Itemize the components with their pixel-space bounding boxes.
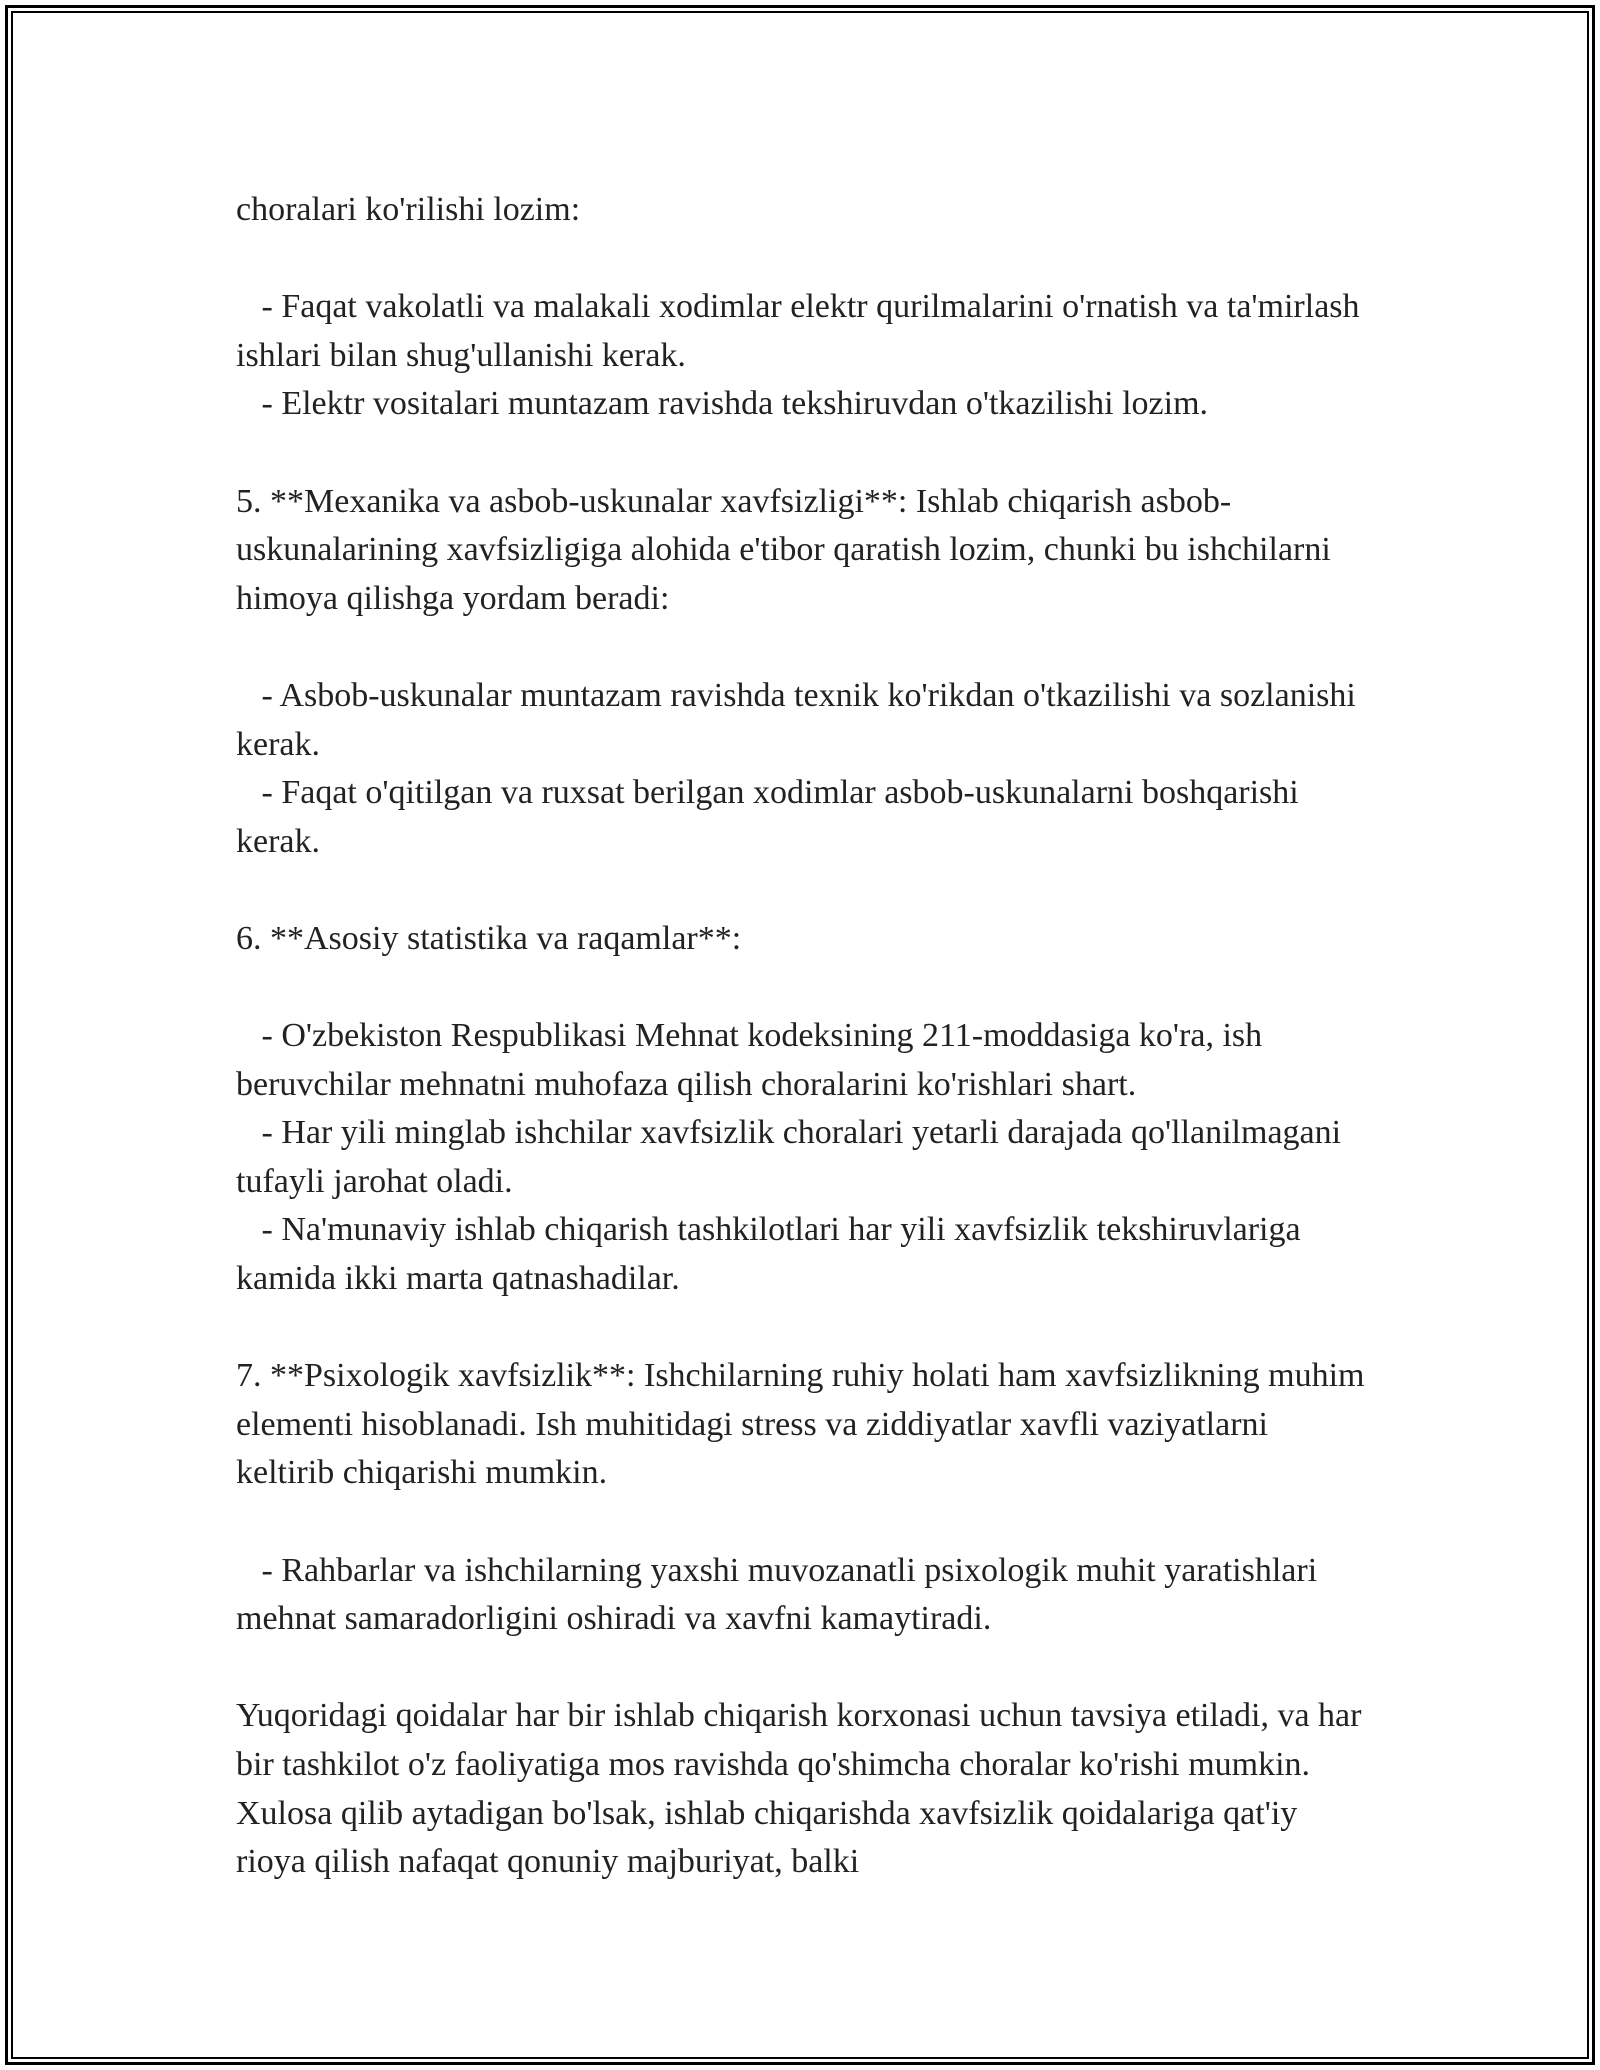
paragraph-spacer: [236, 866, 1366, 915]
paragraph-spacer: [236, 1304, 1366, 1353]
paragraph-spacer: [236, 964, 1366, 1013]
paragraph-spacer: [236, 1498, 1366, 1547]
paragraph-spacer: [236, 623, 1366, 672]
bullet-item: - Na'munaviy ishlab chiqarish tashkilotlari har yili xavfsizlik tekshiruvlariga kamida ikki marta qatnashadilar.: [236, 1211, 1310, 1298]
paragraph-spacer: [236, 429, 1366, 478]
paragraph-spacer: [236, 1644, 1366, 1693]
bullet-item: - Elektr vositalari muntazam ravishda tekshiruvdan o'tkazilishi lozim.: [236, 385, 1209, 423]
paragraph: Yuqoridagi qoidalar har bir ishlab chiqarish korxonasi uchun tavsiya etiladi, va har bir tashkilot o'z faoliyatiga mos ravishda qo'shimcha choralar ko'rishi mumkin. Xulosa qilib aytadigan bo'lsak, ishlab chiqarishda xavfsizlik qoidalariga qat'iy rioya qilish nafaqat qonuniy majburiyat, balki: [236, 1697, 1370, 1881]
bullet-item: - Faqat o'qitilgan va ruxsat berilgan xodimlar asbob-uskunalarni boshqarishi kerak.: [236, 774, 1308, 860]
bullet-item: - Faqat vakolatli va malakali xodimlar elektr qurilmalarini o'rnatish va ta'mirlash ishlari bilan shug'ullanishi kerak.: [236, 288, 1369, 374]
bullet-item: - O'zbekiston Respublikasi Mehnat kodeksining 211-moddasiga ko'ra, ish beruvchilar mehnatni muhofaza qilish choralarini ko'rishlari shart.: [236, 1017, 1271, 1103]
document-page: [236, 186, 1373, 1887]
bullet-item: - Asbob-uskunalar muntazam ravishda texnik ko'rikdan o'tkazilishi va sozlanishi kerak.: [236, 676, 1365, 763]
paragraph: 6. **Asosiy statistika va raqamlar**:: [236, 919, 742, 957]
paragraph-spacer: [236, 235, 1366, 284]
paragraph: 5. **Mexanika va asbob-uskunalar xavfsizligi**: Ishlab chiqarish asbob-uskunalarining xavfsizligiga alohida e'tibor qaratish lozim, chunki bu ishchilarni himoya qilishga yordam beradi:: [236, 482, 1340, 617]
paragraph: choralari ko'rilishi lozim:: [236, 191, 581, 228]
paragraph: 7. **Psixologik xavfsizlik**: Ishchilarning ruhiy holati ham xavfsizlikning muhim elementi hisoblanadi. Ish muhitidagi stress va ziddiyatlar xavfli vaziyatlarni keltirib chiqarishi mumkin.: [236, 1357, 1373, 1492]
bullet-item: - Rahbarlar va ishchilarning yaxshi muvozanatli psixologik muhit yaratishlari mehnat samaradorligini oshiradi va xavfni kamaytiradi.: [236, 1551, 1326, 1638]
bullet-item: - Har yili minglab ishchilar xavfsizlik choralari yetarli darajada qo'llanilmagani tufayli jarohat oladi.: [236, 1114, 1350, 1200]
